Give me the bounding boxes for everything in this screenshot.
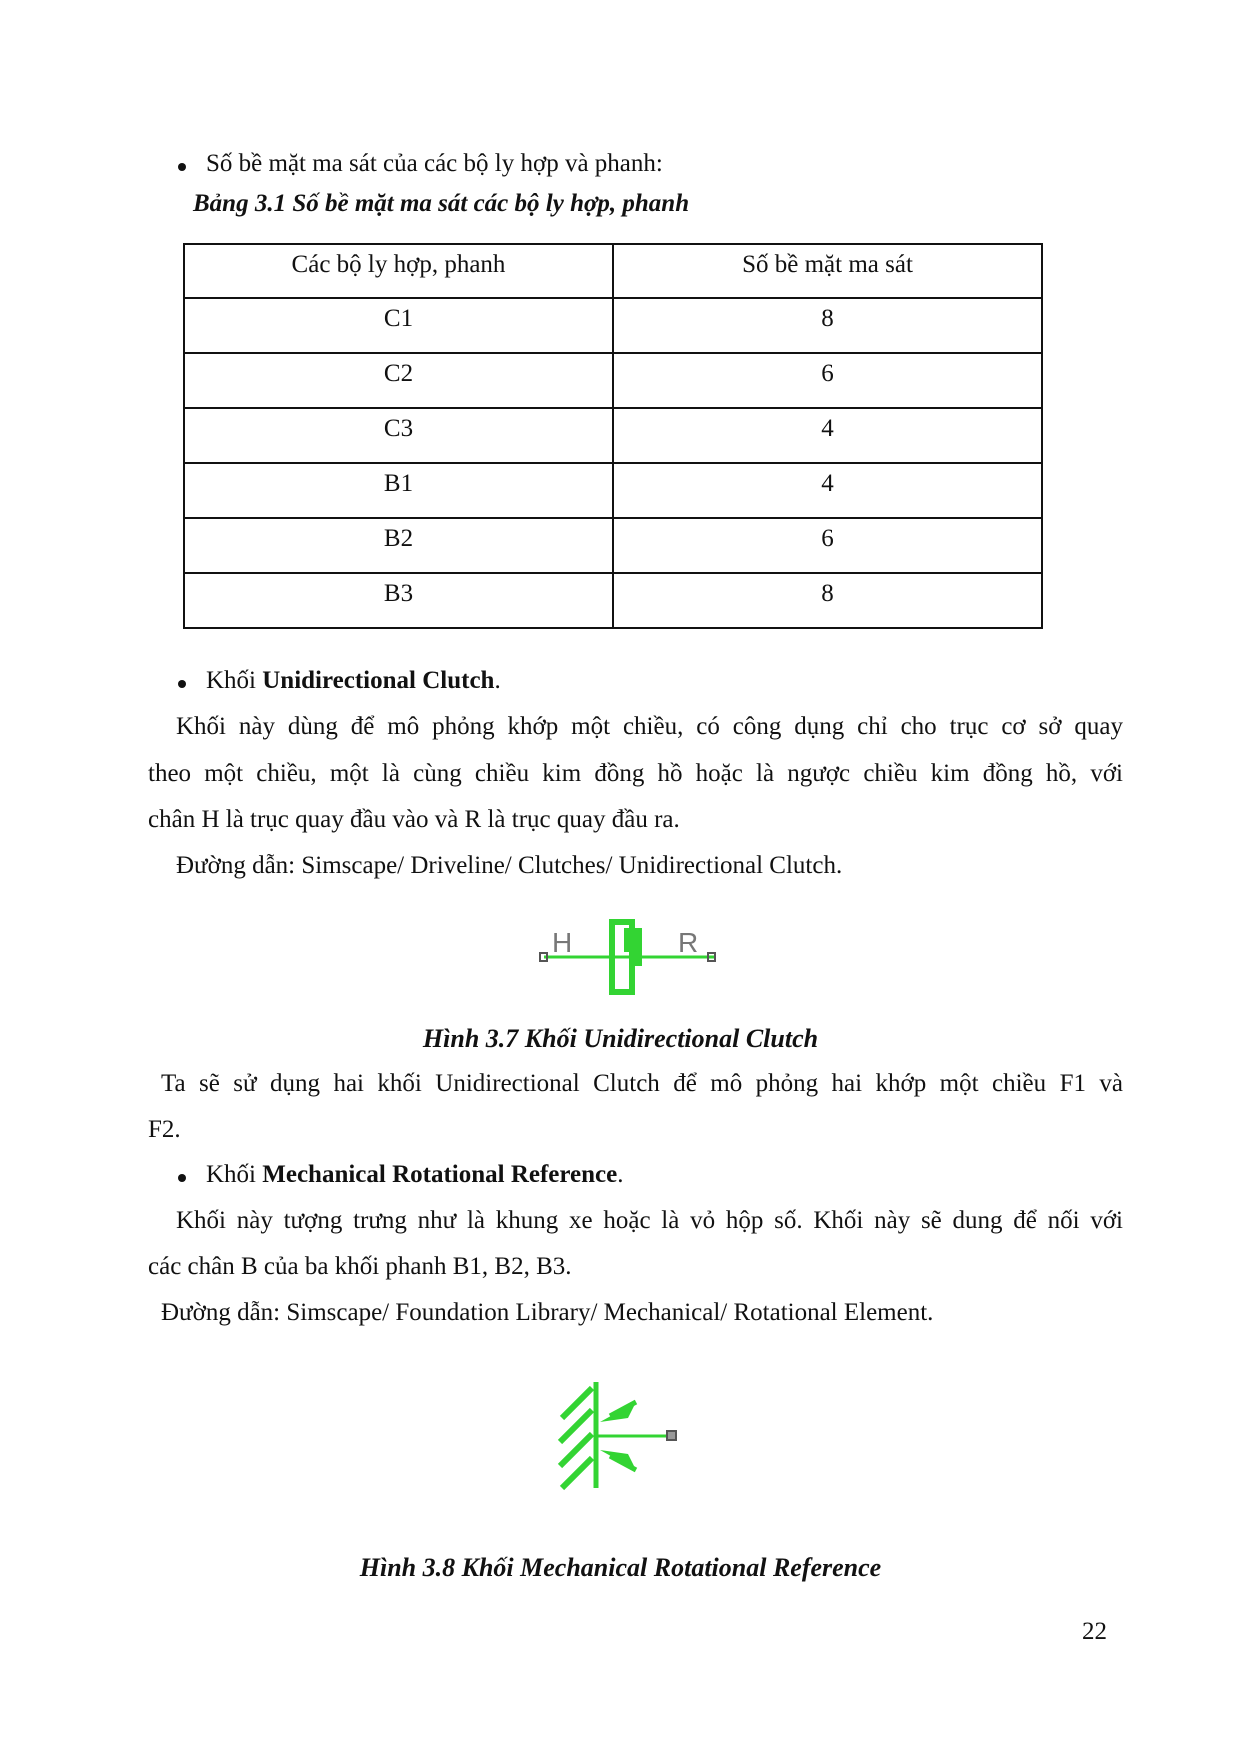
rotational-reference-icon bbox=[552, 1378, 682, 1493]
table-row bbox=[184, 518, 1042, 573]
table-row bbox=[184, 573, 1042, 628]
table-cell: C3 bbox=[184, 408, 613, 463]
path-text: Đường dẫn: Simscape/ Driveline/ Clutches/ Unidirectional Clutch. bbox=[176, 852, 843, 879]
table-cell: C2 bbox=[184, 353, 613, 408]
paragraph-line: các chân B của ba khối phanh B1, B2, B3. bbox=[148, 1253, 572, 1280]
table-cell: B2 bbox=[184, 518, 613, 573]
table-cell: 6 bbox=[613, 353, 1042, 408]
bullet-dot bbox=[178, 1174, 186, 1182]
path-text: Đường dẫn: Simscape/ Foundation Library/ Mechanical/ Rotational Element. bbox=[161, 1299, 934, 1326]
table-row bbox=[184, 463, 1042, 518]
mechanical-rotational-reference-figure bbox=[552, 1378, 682, 1493]
table-cell: 8 bbox=[613, 298, 1042, 353]
table-row bbox=[184, 353, 1042, 408]
bullet-bold: Unidirectional Clutch bbox=[262, 667, 495, 694]
bullet-suffix: . bbox=[617, 1161, 624, 1188]
paragraph-line: chân H là trục quay đầu vào và R là trục quay đầu ra. bbox=[148, 806, 680, 833]
paragraph-line: F2. bbox=[148, 1116, 181, 1143]
bullet-suffix: . bbox=[494, 667, 501, 694]
table-cell: 6 bbox=[613, 518, 1042, 573]
table-header-row bbox=[184, 244, 1042, 298]
figure-caption: Hình 3.7 Khối Unidirectional Clutch bbox=[422, 1024, 819, 1053]
bullet-bold: Mechanical Rotational Reference bbox=[262, 1161, 618, 1188]
table-cell: C1 bbox=[184, 298, 613, 353]
table-cell: B1 bbox=[184, 463, 613, 518]
bullet-text: Số bề mặt ma sát của các bộ ly hợp và phanh: bbox=[206, 150, 663, 177]
paragraph-line: Ta sẽ sử dụng hai khối Unidirectional Clutch để mô phỏng hai khớp một chiều F1 và bbox=[161, 1070, 1123, 1097]
friction-surfaces-table bbox=[183, 243, 1043, 629]
paragraph-line: Khối này dùng để mô phỏng khớp một chiều, có công dụng chỉ cho trục cơ sở quay bbox=[176, 713, 1123, 740]
table-cell: B3 bbox=[184, 573, 613, 628]
clutch-block-icon bbox=[538, 918, 718, 998]
page-number: 22 bbox=[1082, 1618, 1107, 1645]
table-cell: 4 bbox=[613, 463, 1042, 518]
unidirectional-clutch-figure bbox=[538, 918, 718, 998]
bullet-heading-unidirectional-clutch bbox=[206, 667, 501, 695]
port-label-h: H bbox=[552, 927, 573, 958]
paragraph-line: Khối này tượng trưng như là khung xe hoặc là vỏ hộp số. Khối này sẽ dung để nối với bbox=[176, 1207, 1123, 1234]
table-header-cell: Các bộ ly hợp, phanh bbox=[184, 244, 613, 298]
table-row bbox=[184, 298, 1042, 353]
figure-caption: Hình 3.8 Khối Mechanical Rotational Reference bbox=[359, 1553, 882, 1582]
bullet-dot bbox=[178, 163, 186, 171]
table-cell: 4 bbox=[613, 408, 1042, 463]
bullet-dot bbox=[178, 680, 186, 688]
paragraph-line: theo một chiều, một là cùng chiều kim đồng hồ hoặc là ngược chiều kim đồng hồ, với bbox=[148, 760, 1123, 787]
table-cell: 8 bbox=[613, 573, 1042, 628]
table-header-cell: Số bề mặt ma sát bbox=[613, 244, 1042, 298]
bullet-heading-mechanical-rotational-reference bbox=[206, 1161, 624, 1189]
table-caption: Bảng 3.1 Số bề mặt ma sát các bộ ly hợp, phanh bbox=[193, 190, 690, 217]
table-row bbox=[184, 408, 1042, 463]
bullet-prefix: Khối bbox=[206, 667, 263, 694]
port-label-r: R bbox=[678, 927, 699, 958]
bullet-prefix: Khối bbox=[206, 1161, 263, 1188]
